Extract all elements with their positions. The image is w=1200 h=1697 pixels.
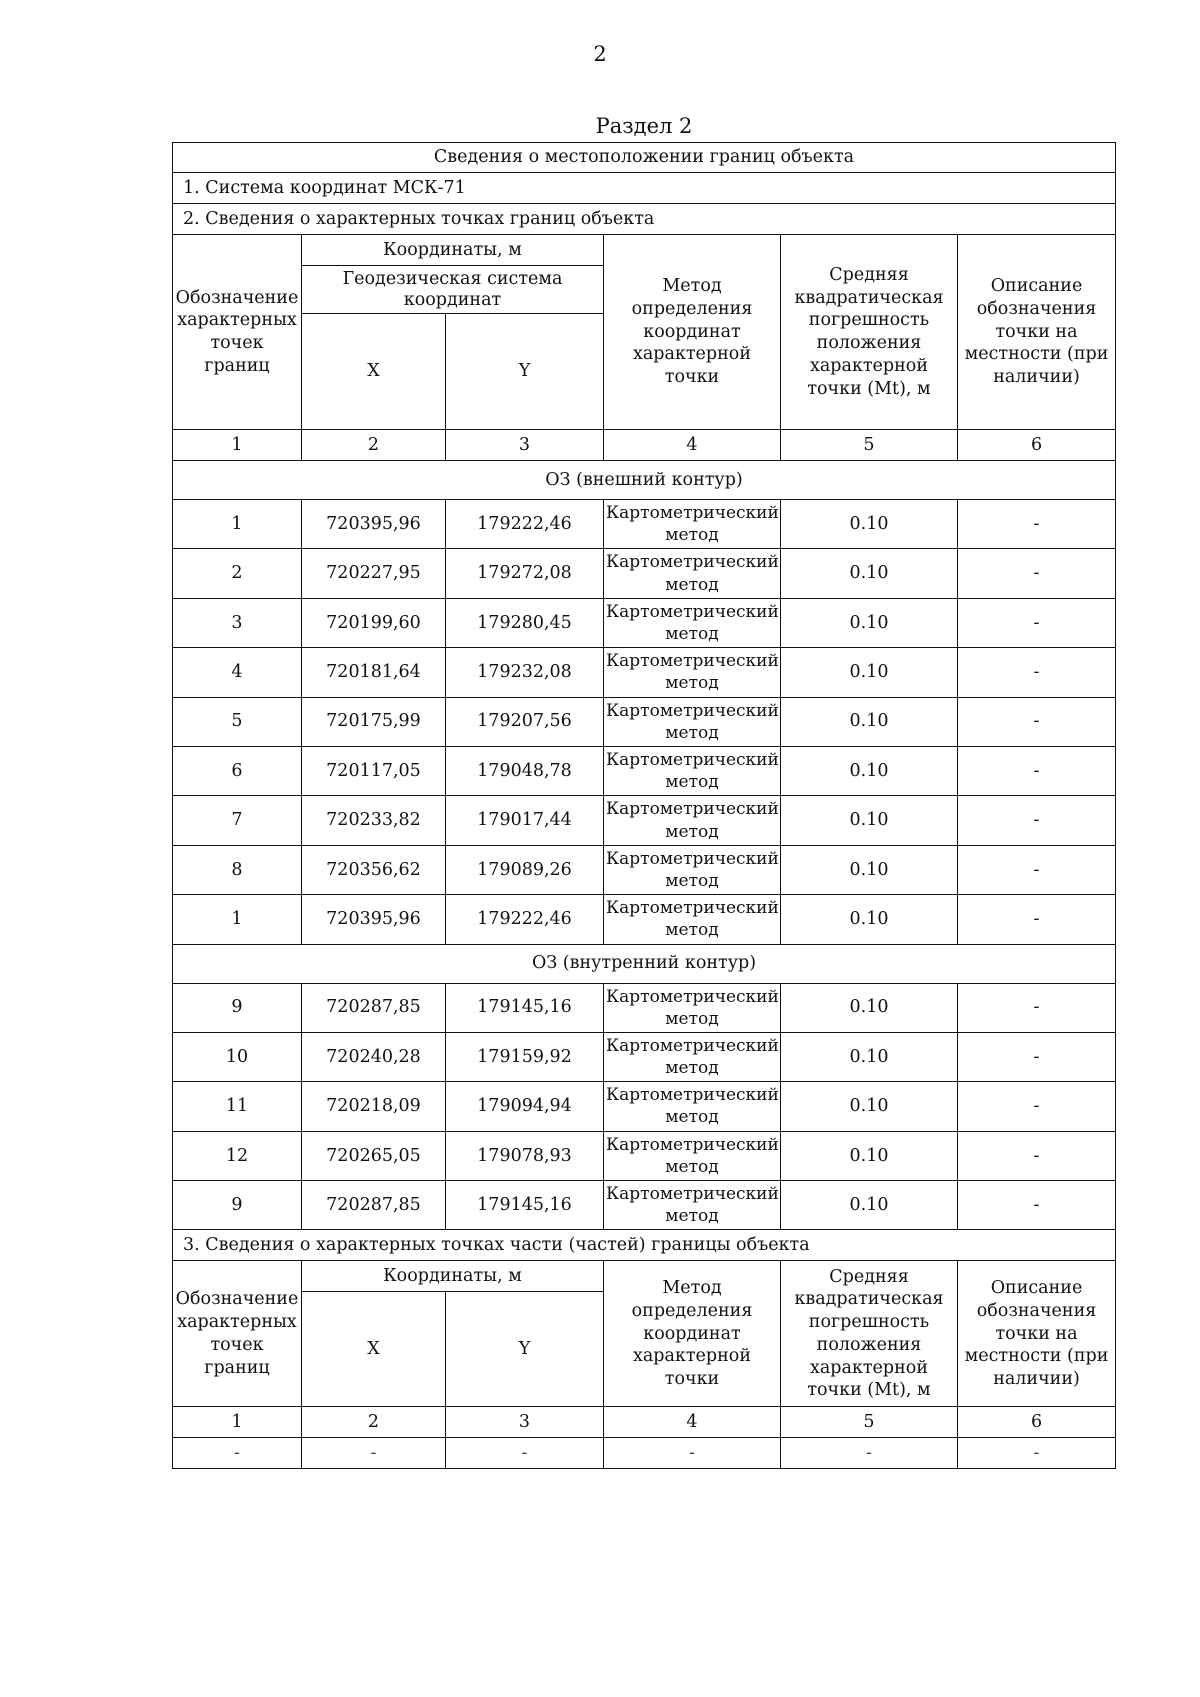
error-value: 0.10	[781, 796, 958, 845]
method: Картометрический метод	[604, 1131, 781, 1180]
table-row	[173, 895, 1116, 944]
coord-y: 179280,45	[446, 598, 604, 647]
point-number: 11	[173, 1082, 302, 1131]
column-numbers-row	[173, 430, 1116, 461]
part-column-number: 5	[781, 1407, 958, 1438]
part-empty-cell: -	[781, 1438, 958, 1469]
table-row	[173, 1032, 1116, 1081]
error-value: 0.10	[781, 1032, 958, 1081]
part-column-number: 2	[302, 1407, 446, 1438]
point-number: 5	[173, 697, 302, 746]
error-value: 0.10	[781, 1131, 958, 1180]
table-row	[173, 1181, 1116, 1230]
coord-x: 720356,62	[302, 845, 446, 894]
point-number: 2	[173, 549, 302, 598]
method: Картометрический метод	[604, 549, 781, 598]
description: -	[958, 796, 1116, 845]
coord-y: 179017,44	[446, 796, 604, 845]
coord-x: 720199,60	[302, 598, 446, 647]
coord-y: 179078,93	[446, 1131, 604, 1180]
table-row	[173, 500, 1116, 549]
coord-y: 179089,26	[446, 845, 604, 894]
method: Картометрический метод	[604, 983, 781, 1032]
coord-y: 179159,92	[446, 1032, 604, 1081]
coord-x: 720240,28	[302, 1032, 446, 1081]
table-row	[173, 648, 1116, 697]
table-row	[173, 549, 1116, 598]
method: Картометрический метод	[604, 1032, 781, 1081]
part-section-title-row	[173, 1230, 1116, 1261]
part-empty-cell: -	[446, 1438, 604, 1469]
coord-y: 179207,56	[446, 697, 604, 746]
coord-x: 720395,96	[302, 500, 446, 549]
table-row	[173, 697, 1116, 746]
header-description: Описание обозначения точки на местности (при наличии)	[958, 235, 1116, 430]
table-row	[173, 796, 1116, 845]
coord-y: 179222,46	[446, 895, 604, 944]
coord-y: 179272,08	[446, 549, 604, 598]
method: Картометрический метод	[604, 500, 781, 549]
part-header-coords: Координаты, м	[302, 1261, 604, 1292]
method: Картометрический метод	[604, 895, 781, 944]
table-row	[173, 1131, 1116, 1180]
point-number: 7	[173, 796, 302, 845]
part-empty-cell: -	[302, 1438, 446, 1469]
coord-y: 179222,46	[446, 500, 604, 549]
coord-y: 179232,08	[446, 648, 604, 697]
header-method: Метод определения координат характерной точки	[604, 235, 781, 430]
coord-y: 179094,94	[446, 1082, 604, 1131]
coord-x: 720175,99	[302, 697, 446, 746]
part-header-row	[173, 1261, 1116, 1292]
point-number: 8	[173, 845, 302, 894]
column-number: 4	[604, 430, 781, 461]
part-section-title: 3. Сведения о характерных точках части (частей) границы объекта	[173, 1230, 1116, 1261]
part-empty-cell: -	[604, 1438, 781, 1469]
header-designation: Обозначение характерных точек границ	[173, 235, 302, 430]
error-value: 0.10	[781, 697, 958, 746]
coord-x: 720227,95	[302, 549, 446, 598]
error-value: 0.10	[781, 983, 958, 1032]
part-header-designation: Обозначение характерных точек границ	[173, 1261, 302, 1407]
description: -	[958, 697, 1116, 746]
header-y: Y	[446, 314, 604, 430]
point-number: 3	[173, 598, 302, 647]
part-header-method: Метод определения координат характерной точки	[604, 1261, 781, 1407]
header-geodetic: Геодезическая система координат	[302, 266, 604, 314]
table-row	[173, 1082, 1116, 1131]
description: -	[958, 1032, 1116, 1081]
header-coords: Координаты, м	[302, 235, 604, 266]
point-number: 1	[173, 500, 302, 549]
header-x: X	[302, 314, 446, 430]
coord-x: 720233,82	[302, 796, 446, 845]
method: Картометрический метод	[604, 796, 781, 845]
part-column-number: 6	[958, 1407, 1116, 1438]
description: -	[958, 895, 1116, 944]
point-number: 10	[173, 1032, 302, 1081]
coord-y: 179145,16	[446, 1181, 604, 1230]
column-number: 5	[781, 430, 958, 461]
description: -	[958, 845, 1116, 894]
method: Картометрический метод	[604, 1082, 781, 1131]
point-number: 12	[173, 1131, 302, 1180]
description: -	[958, 598, 1116, 647]
coord-x: 720395,96	[302, 895, 446, 944]
coord-x: 720287,85	[302, 983, 446, 1032]
coord-y: 179145,16	[446, 983, 604, 1032]
method: Картометрический метод	[604, 1181, 781, 1230]
part-header-error: Средняя квадратическая погрешность положения характерной точки (Mt), м	[781, 1261, 958, 1407]
main-header: Сведения о местоположении границ объекта	[173, 143, 1116, 173]
part-empty-cell: -	[173, 1438, 302, 1469]
point-number: 4	[173, 648, 302, 697]
error-value: 0.10	[781, 746, 958, 795]
method: Картометрический метод	[604, 697, 781, 746]
description: -	[958, 1131, 1116, 1180]
part-empty-cell: -	[958, 1438, 1116, 1469]
part-header-description: Описание обозначения точки на местности (при наличии)	[958, 1261, 1116, 1407]
part-column-number: 1	[173, 1407, 302, 1438]
column-number: 3	[446, 430, 604, 461]
boundary-table	[172, 142, 1116, 1469]
description: -	[958, 746, 1116, 795]
coord-x: 720265,05	[302, 1131, 446, 1180]
point-number: 9	[173, 1181, 302, 1230]
error-value: 0.10	[781, 648, 958, 697]
column-number: 1	[173, 430, 302, 461]
error-value: 0.10	[781, 845, 958, 894]
table-row	[173, 983, 1116, 1032]
group-title: ОЗ (внутренний контур)	[173, 944, 1116, 983]
coord-x: 720287,85	[302, 1181, 446, 1230]
part-header-x: X	[302, 1292, 446, 1407]
table-row	[173, 845, 1116, 894]
description: -	[958, 1181, 1116, 1230]
table-row	[173, 598, 1116, 647]
method: Картометрический метод	[604, 845, 781, 894]
column-number: 6	[958, 430, 1116, 461]
header-error: Средняя квадратическая погрешность положения характерной точки (Mt), м	[781, 235, 958, 430]
method: Картометрический метод	[604, 598, 781, 647]
error-value: 0.10	[781, 549, 958, 598]
part-column-numbers-row	[173, 1407, 1116, 1438]
point-number: 9	[173, 983, 302, 1032]
error-value: 0.10	[781, 1082, 958, 1131]
part-empty-row	[173, 1438, 1116, 1469]
description: -	[958, 1082, 1116, 1131]
description: -	[958, 983, 1116, 1032]
coord-x: 720218,09	[302, 1082, 446, 1131]
method: Картометрический метод	[604, 648, 781, 697]
column-number: 2	[302, 430, 446, 461]
coord-x: 720181,64	[302, 648, 446, 697]
section-title: Раздел 2	[595, 114, 693, 138]
coord-y: 179048,78	[446, 746, 604, 795]
point-number: 6	[173, 746, 302, 795]
group-title-row	[173, 944, 1116, 983]
coord-x: 720117,05	[302, 746, 446, 795]
page-number: 2	[593, 42, 607, 66]
group-title: ОЗ (внешний контур)	[173, 461, 1116, 500]
point-number: 1	[173, 895, 302, 944]
error-value: 0.10	[781, 1181, 958, 1230]
description: -	[958, 648, 1116, 697]
boundary-table-body	[173, 143, 1116, 1469]
points-section-title: 2. Сведения о характерных точках границ объекта	[173, 204, 1116, 235]
part-header-y: Y	[446, 1292, 604, 1407]
coord-system-row: 1. Система координат МСК-71	[173, 173, 1116, 204]
error-value: 0.10	[781, 598, 958, 647]
description: -	[958, 549, 1116, 598]
part-column-number: 3	[446, 1407, 604, 1438]
part-column-number: 4	[604, 1407, 781, 1438]
description: -	[958, 500, 1116, 549]
error-value: 0.10	[781, 500, 958, 549]
error-value: 0.10	[781, 895, 958, 944]
method: Картометрический метод	[604, 746, 781, 795]
group-title-row	[173, 461, 1116, 500]
table-row	[173, 746, 1116, 795]
